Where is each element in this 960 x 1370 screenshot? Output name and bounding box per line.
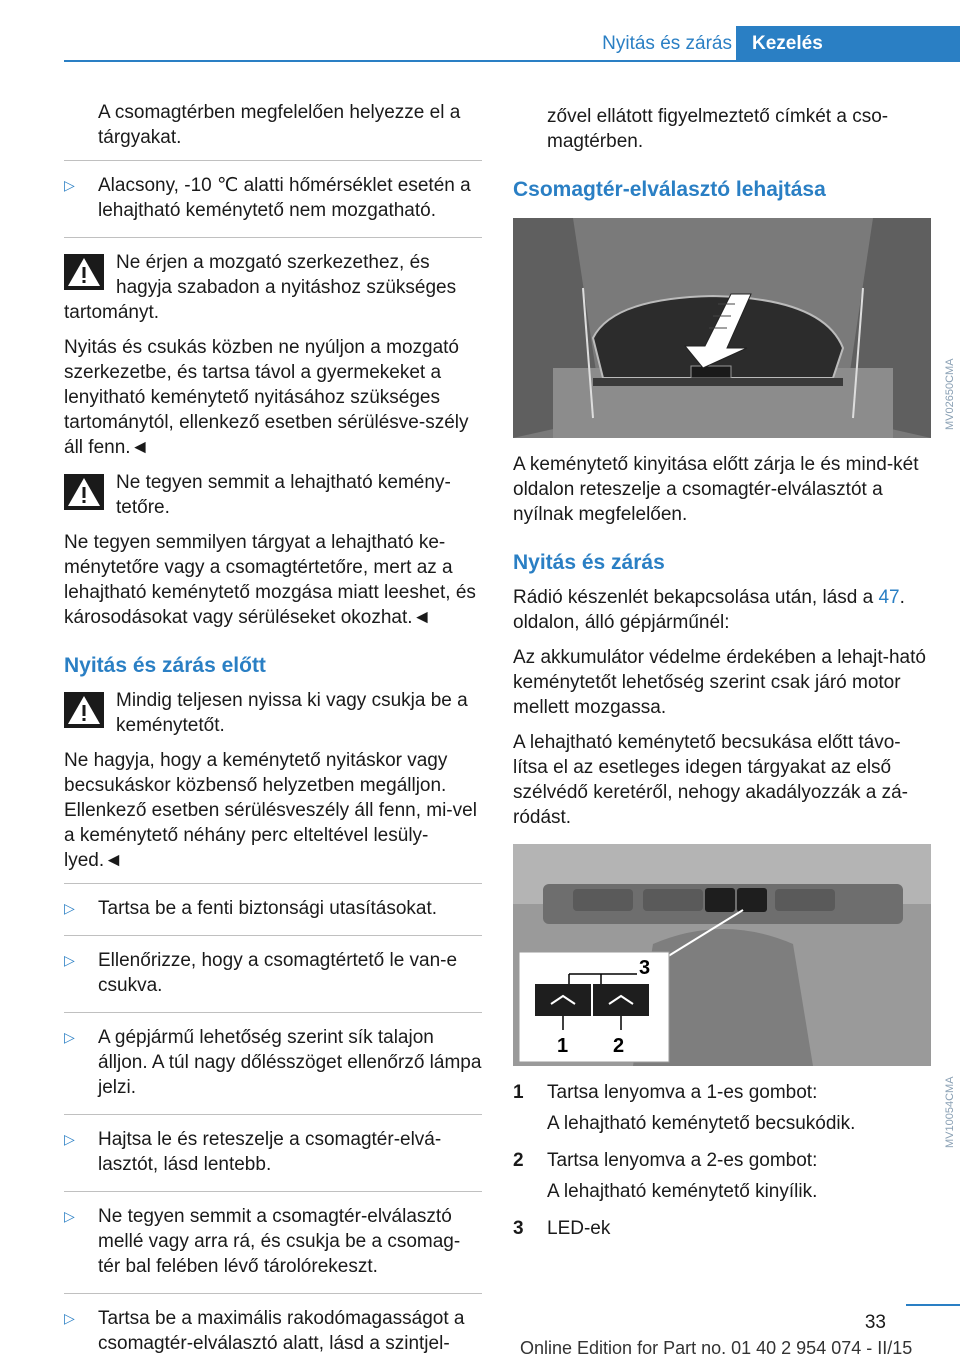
callout-label: 3 (639, 957, 651, 979)
warning-body: Ne hagyja, hogy a keménytető nyitáskor vagy becsukáskor közbenső helyzetben megálljon. Ellenkező esetben sérülésveszély áll fenn, mi-vel a keménytető néhány perc elteltével lesüly-lyed.◄ (64, 750, 477, 871)
triangle-bullet-icon: ▷ (64, 1310, 75, 1326)
numbered-item (513, 1216, 931, 1241)
battery-paragraph: Az akkumulátor védelme érdekében a lehajt-ható keménytetőt lehetőség szerint csak járó motor mellett mozgassa. (513, 647, 926, 718)
radio-paragraph (513, 585, 931, 635)
item-text: LED-ek (547, 1218, 611, 1239)
radio-text-a: Rádió készenlét bekapcsolása után, lásd a (513, 587, 879, 608)
foreign-objects-paragraph: A lehajtható keménytető becsukása előtt távo-lítsa el az esetleges idegen tárgyakat az első szélvédő keretéről, nehogy akadályozzák a zá-ródást. (513, 732, 909, 828)
numbered-item (513, 1148, 931, 1173)
triangle-bullet-icon: ▷ (64, 1208, 75, 1224)
list-item-text: A gépjármű lehetőség szerint sík talajon álljon. A túl nagy dőlésszöget ellenőrző lámpa jelzi. (98, 1027, 482, 1098)
warning-icon (64, 254, 104, 290)
image-code: MV10054CMA (944, 1076, 956, 1148)
warning-body: Ne tegyen semmilyen tárgyat a lehajtható ke-ménytetőre vagy a csomagtértetőre, mert az a lehajtható keménytető mozgása miatt leeshet, és károsodásokat vagy sérüléseket okozhat.◄ (64, 532, 476, 628)
footer-edition: Online Edition for Part no. 01 40 2 954 074 - II/15 (520, 1338, 913, 1358)
page-number: 33 (864, 1312, 886, 1333)
intro-paragraph: A csomagtérben megfelelően helyezze el a tárgyakat. (98, 102, 461, 148)
item-number: 2 (513, 1150, 524, 1171)
callout-label: 2 (613, 1035, 625, 1057)
divider-paragraph: A keménytető kinyitása előtt zárja le és mind-két oldalon reteszelje a csomagtér-elválasztót a nyílnak megfelelően. (513, 454, 919, 525)
triangle-bullet-icon: ▷ (64, 1131, 75, 1147)
list-item (64, 896, 482, 921)
continued-paragraph: zővel ellátott figyelmeztető címkét a cso-magtérben. (547, 106, 889, 152)
numbered-item (513, 1080, 931, 1105)
separator (64, 883, 482, 884)
list-item-text: Alacsony, -10 ℃ alatti hőmérséklet esetén a lehajtható keménytető nem mozgatható. (98, 175, 471, 221)
warning-block (64, 688, 482, 873)
warning-body: Nyitás és csukás közben ne nyúljon a mozgató szerkezetbe, és tartsa távol a gyermekeket a lenyitható keménytető nyitásához szükséges tartománytól, ellenkező esetben sérülésve-szély áll fenn.◄ (64, 337, 469, 458)
section-heading: Nyitás és zárás (513, 551, 665, 574)
item-subtext: A lehajtható keménytető becsukódik. (547, 1113, 856, 1134)
item-subtext: A lehajtható keménytető kinyílik. (547, 1181, 818, 1202)
warning-icon (64, 692, 104, 728)
page-link[interactable]: 47 (878, 587, 900, 608)
separator (64, 935, 482, 936)
trunk-divider-illustration (513, 218, 931, 438)
trunk-divider-drawing (513, 218, 931, 438)
list-item-text: Ellenőrizze, hogy a csomagtértető le van-e csukva. (98, 950, 458, 996)
callout-label: 1 (557, 1035, 569, 1057)
warning-block (64, 470, 482, 630)
triangle-bullet-icon: ▷ (64, 1029, 75, 1045)
radio-text-b: . oldalon, álló gépjárműnél: (513, 587, 905, 633)
separator (64, 1114, 482, 1115)
image-code: MV02650CMA (944, 358, 956, 430)
triangle-bullet-icon: ▷ (64, 952, 75, 968)
roof-switch-illustration (513, 844, 931, 1066)
warning-lead: Ne tegyen semmit a lehajtható kemény-tetőre. (116, 472, 451, 518)
separator (64, 1191, 482, 1192)
list-item-text: Hajtsa le és reteszelje a csomagtér-elvá-lasztót, lásd lentebb. (98, 1129, 442, 1175)
list-item-text: Ne tegyen semmit a csomagtér-elválasztó mellé vagy arra rá, és csukja be a csomag-tér bal felében lévő tárolórekeszt. (98, 1206, 461, 1277)
list-item-text: Tartsa be a fenti biztonsági utasításokat. (98, 898, 438, 919)
item-number: 3 (513, 1218, 524, 1239)
section-heading: Nyitás és zárás előtt (64, 654, 266, 677)
separator (64, 160, 482, 161)
separator (64, 1293, 482, 1294)
right-column (513, 104, 956, 1247)
roof-switch-drawing (513, 844, 931, 1066)
list-item (64, 1127, 482, 1177)
item-number: 1 (513, 1082, 524, 1103)
list-item (64, 1306, 482, 1356)
separator (64, 1012, 482, 1013)
list-item (64, 1025, 482, 1100)
item-text: Tartsa lenyomva a 1-es gombot: (547, 1082, 818, 1103)
triangle-bullet-icon: ▷ (64, 177, 75, 193)
warning-lead: Ne érjen a mozgató szerkezethez, és hagyja szabadon a nyitáshoz szükséges tartományt. (64, 252, 457, 323)
footer-rule (906, 1304, 960, 1306)
left-column (64, 100, 482, 1370)
section-heading: Csomagtér-elválasztó lehajtása (513, 178, 826, 201)
warning-block (64, 250, 482, 460)
list-item (64, 1204, 482, 1279)
warning-lead: Mindig teljesen nyissa ki vagy csukja be a keménytetőt. (116, 690, 468, 736)
list-item (64, 173, 482, 223)
breadcrumb-section[interactable]: Nyitás és zárás (602, 33, 732, 54)
separator (64, 237, 482, 238)
list-item-text: Tartsa be a maximális rakodómagasságot a csomagtér-elválasztó alatt, lásd a szintjel- (98, 1308, 465, 1354)
triangle-bullet-icon: ▷ (64, 900, 75, 916)
list-item (64, 948, 482, 998)
warning-icon (64, 474, 104, 510)
item-text: Tartsa lenyomva a 2-es gombot: (547, 1150, 818, 1171)
breadcrumb-chapter[interactable]: Kezelés (736, 26, 960, 62)
